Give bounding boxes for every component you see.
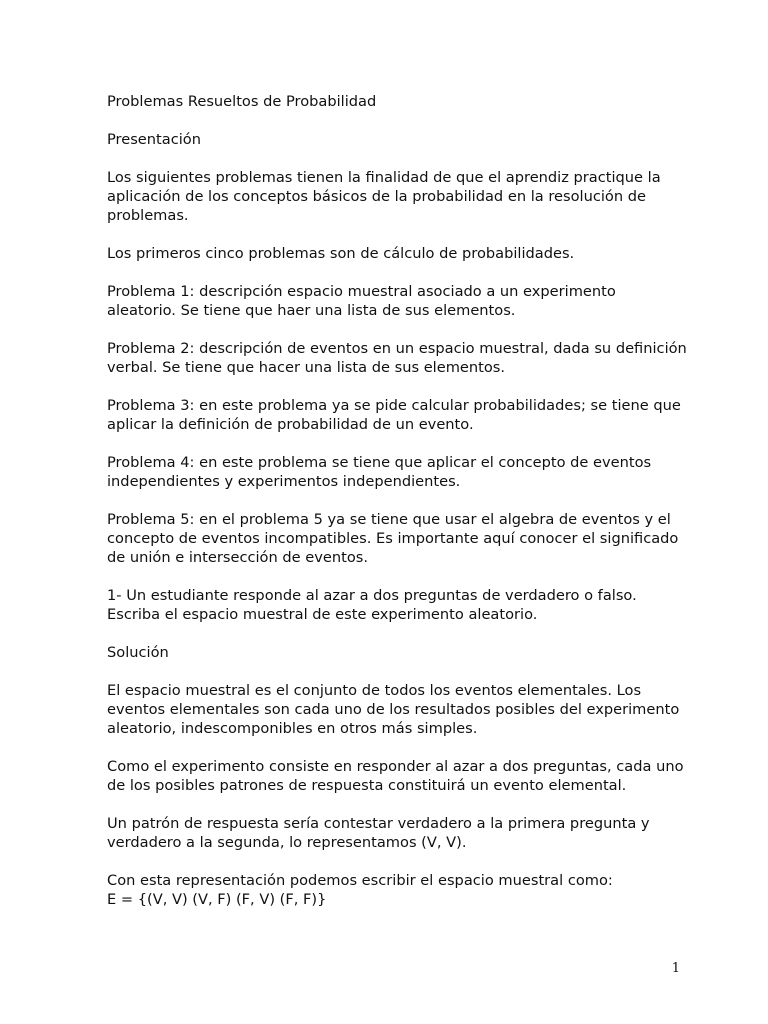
document-body xyxy=(107,92,687,909)
exercise-1-statement: 1- Un estudiante responde al azar a dos preguntas de verdadero o falso. Escriba el espacio muestral de este experimento aleatorio. xyxy=(107,587,637,623)
document-title: Problemas Resueltos de Probabilidad xyxy=(107,93,377,110)
solution-paragraph-pattern: Un patrón de respuesta sería contestar verdadero a la primera pregunta y verdadero a la segunda, lo representamos (V, V). xyxy=(107,815,650,851)
section-heading-presentation: Presentación xyxy=(107,131,201,148)
solution-paragraph-definition: El espacio muestral es el conjunto de todos los eventos elementales. Los eventos elementales son cada uno de los resultados posibles del experimento aleatorio, indescomponibles en otros más simples. xyxy=(107,682,680,737)
page-number: 1 xyxy=(671,961,680,976)
section-heading-solution: Solución xyxy=(107,644,169,661)
paragraph-problem-3: Problema 3: en este problema ya se pide calcular probabilidades; se tiene que aplicar la definición de probabilidad de un evento. xyxy=(107,397,681,433)
solution-paragraph-experiment: Como el experimento consiste en responder al azar a dos preguntas, cada uno de los posibles patrones de respuesta constituirá un evento elemental. xyxy=(107,758,684,794)
paragraph-problem-1: Problema 1: descripción espacio muestral asociado a un experimento aleatorio. Se tiene que haer una lista de sus elementos. xyxy=(107,283,616,319)
paragraph-problem-2: Problema 2: descripción de eventos en un espacio muestral, dada su definición verbal. Se tiene que hacer una lista de sus elementos. xyxy=(107,340,687,376)
paragraph-overview: Los primeros cinco problemas son de cálculo de probabilidades. xyxy=(107,245,575,262)
paragraph-problem-4: Problema 4: en este problema se tiene que aplicar el concepto de eventos independientes y experimentos independientes. xyxy=(107,454,652,490)
solution-paragraph-representation: Con esta representación podemos escribir el espacio muestral como: xyxy=(107,872,613,889)
paragraph-intro: Los siguientes problemas tienen la finalidad de que el aprendiz practique la aplicación de los conceptos básicos de la probabilidad en la resolución de problemas. xyxy=(107,169,661,224)
sample-space-formula: E = {(V, V) (V, F) (F, V) (F, F)} xyxy=(107,891,327,908)
paragraph-problem-5: Problema 5: en el problema 5 ya se tiene que usar el algebra de eventos y el concepto de eventos incompatibles. Es importante aquí conocer el significado de unión e intersección de eventos. xyxy=(107,511,679,566)
